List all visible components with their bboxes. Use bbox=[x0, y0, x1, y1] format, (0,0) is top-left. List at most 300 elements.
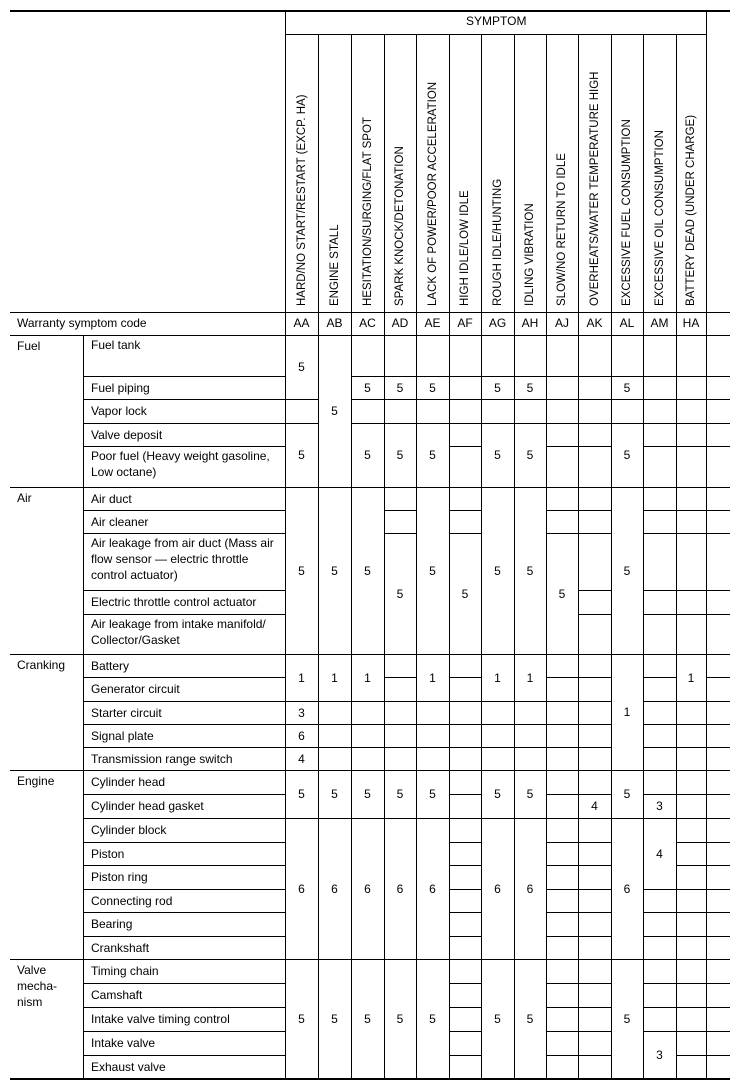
grid-line bbox=[676, 376, 706, 377]
grid-line bbox=[351, 1055, 352, 1078]
grid-line bbox=[449, 677, 450, 701]
grid-line bbox=[351, 614, 352, 654]
grid-line bbox=[546, 912, 578, 913]
grid-line bbox=[676, 423, 677, 446]
rating-value: 4 bbox=[591, 799, 598, 813]
grid-line bbox=[676, 794, 706, 795]
grid-line bbox=[546, 983, 547, 1007]
grid-line bbox=[449, 770, 450, 794]
warranty-code-label: Warranty symptom code bbox=[17, 316, 147, 330]
grid-line bbox=[706, 533, 730, 534]
grid-line bbox=[643, 533, 676, 534]
grid-line bbox=[578, 724, 579, 747]
grid-line bbox=[318, 983, 319, 1007]
grid-line bbox=[706, 399, 730, 400]
grid-line bbox=[578, 912, 611, 913]
rating-value: 5 bbox=[494, 1011, 501, 1026]
grid-line bbox=[351, 724, 384, 725]
grid-line bbox=[10, 770, 730, 771]
grid-line bbox=[449, 818, 481, 819]
grid-line bbox=[578, 983, 611, 984]
grid-line bbox=[676, 614, 706, 615]
rating-value: 3 bbox=[656, 799, 663, 813]
grid-line bbox=[449, 399, 481, 400]
grid-line bbox=[384, 724, 385, 747]
component-item: Timing chain bbox=[91, 964, 159, 978]
grid-line bbox=[546, 983, 578, 984]
grid-line bbox=[578, 423, 579, 446]
grid-line bbox=[351, 335, 352, 376]
grid-line bbox=[83, 376, 285, 377]
grid-line bbox=[449, 487, 450, 510]
grid-line bbox=[706, 842, 730, 843]
rating-value: 5 bbox=[429, 380, 436, 395]
grid-line bbox=[676, 983, 706, 984]
grid-line bbox=[611, 818, 643, 819]
grid-line bbox=[643, 983, 676, 984]
grid-line bbox=[449, 399, 450, 423]
rating-value: 5 bbox=[494, 563, 501, 578]
grid-line bbox=[546, 818, 547, 842]
grid-line bbox=[706, 446, 730, 447]
grid-line bbox=[546, 677, 547, 701]
grid-line bbox=[83, 842, 285, 843]
grid-line bbox=[643, 423, 644, 446]
grid-line bbox=[449, 983, 450, 1007]
grid-line bbox=[546, 34, 547, 335]
rating-value: 5 bbox=[623, 563, 631, 578]
grid-line bbox=[481, 936, 482, 959]
grid-line bbox=[676, 701, 706, 702]
grid-line bbox=[578, 959, 579, 983]
grid-line bbox=[83, 510, 285, 511]
rating-value: 6 bbox=[429, 881, 436, 896]
grid-line bbox=[546, 1031, 578, 1032]
grid-line bbox=[351, 818, 352, 842]
grid-line bbox=[611, 335, 612, 376]
rating-value: 5 bbox=[494, 448, 501, 462]
grid-line bbox=[706, 865, 730, 866]
component-item: Poor fuel (Heavy weight gasoline, Low octane) bbox=[91, 449, 270, 479]
grid-line bbox=[514, 724, 515, 747]
grid-line bbox=[514, 533, 515, 590]
symptom-header: HIGH IDLE/LOW IDLE bbox=[459, 190, 471, 306]
rating-value: 4 bbox=[656, 846, 663, 861]
component-item: Air leakage from intake manifold/ Collector/Gasket bbox=[91, 617, 266, 647]
rating-value: 3 bbox=[298, 705, 305, 720]
grid-line bbox=[676, 510, 706, 511]
grid-line bbox=[676, 590, 677, 614]
grid-line bbox=[611, 590, 612, 614]
grid-line bbox=[416, 614, 417, 654]
grid-line bbox=[351, 912, 352, 936]
grid-line bbox=[514, 747, 546, 748]
grid-line bbox=[10, 335, 730, 336]
rating-value: 1 bbox=[494, 670, 501, 685]
grid-line bbox=[676, 1007, 706, 1008]
grid-line bbox=[706, 423, 730, 424]
grid-line bbox=[83, 747, 285, 748]
grid-line bbox=[578, 1055, 579, 1078]
symptom-header: IDLING VIBRATION bbox=[524, 203, 536, 306]
rating-value: 5 bbox=[526, 563, 534, 578]
grid-line bbox=[706, 376, 730, 377]
grid-line bbox=[578, 510, 611, 511]
grid-line bbox=[83, 983, 285, 984]
grid-line bbox=[449, 912, 481, 913]
rating-value: 5 bbox=[623, 787, 631, 801]
grid-line bbox=[643, 770, 644, 794]
warranty-code: AL bbox=[619, 316, 635, 330]
grid-line bbox=[83, 818, 285, 819]
grid-line bbox=[546, 1055, 578, 1056]
grid-line bbox=[546, 936, 547, 959]
grid-line bbox=[578, 701, 611, 702]
grid-line bbox=[384, 818, 416, 819]
grid-line bbox=[546, 1055, 547, 1078]
rating-value: 6 bbox=[494, 881, 501, 896]
rating-value: 4 bbox=[298, 751, 305, 766]
symptom-header: HARD/NO START/RESTART (EXCP. HA) bbox=[295, 94, 308, 306]
grid-line bbox=[546, 376, 578, 377]
grid-line bbox=[676, 399, 706, 400]
grid-line bbox=[706, 724, 730, 725]
rating-value: 5 bbox=[623, 1011, 631, 1026]
grid-line bbox=[351, 701, 352, 724]
grid-line bbox=[643, 614, 676, 615]
grid-line bbox=[449, 446, 450, 487]
grid-line bbox=[578, 446, 611, 447]
warranty-code: HA bbox=[682, 316, 700, 330]
grid-line bbox=[318, 959, 319, 983]
grid-line bbox=[449, 959, 450, 983]
component-item: Signal plate bbox=[91, 728, 154, 743]
grid-line bbox=[10, 654, 730, 655]
grid-line bbox=[449, 1031, 450, 1055]
rating-value: 5 bbox=[396, 586, 404, 601]
grid-line bbox=[546, 701, 547, 724]
grid-line bbox=[351, 747, 352, 770]
warranty-code: AB bbox=[326, 316, 343, 330]
grid-line bbox=[83, 399, 285, 400]
grid-line bbox=[676, 1055, 677, 1078]
rating-value: 5 bbox=[396, 448, 404, 462]
rating-value: 5 bbox=[298, 563, 305, 578]
rating-value: 5 bbox=[331, 563, 338, 578]
rating-value: 1 bbox=[623, 705, 631, 719]
grid-line bbox=[676, 770, 677, 794]
grid-line bbox=[643, 423, 676, 424]
grid-line bbox=[318, 335, 319, 376]
grid-line bbox=[578, 533, 611, 534]
rating-value: 1 bbox=[364, 670, 371, 685]
rating-value: 6 bbox=[623, 881, 631, 896]
grid-line bbox=[514, 842, 515, 865]
grid-line bbox=[83, 701, 285, 702]
rating-value: 5 bbox=[526, 380, 534, 395]
grid-line bbox=[514, 959, 515, 983]
grid-line bbox=[384, 983, 385, 1007]
grid-line bbox=[318, 842, 319, 865]
grid-line bbox=[611, 818, 612, 842]
grid-line bbox=[449, 936, 450, 959]
grid-line bbox=[546, 912, 547, 936]
grid-line bbox=[351, 590, 352, 614]
grid-line bbox=[578, 376, 579, 399]
grid-line bbox=[351, 533, 352, 590]
grid-line bbox=[706, 1055, 730, 1056]
component-item: Air cleaner bbox=[91, 514, 149, 529]
grid-line bbox=[384, 1031, 385, 1055]
grid-line bbox=[449, 614, 450, 654]
grid-line bbox=[384, 654, 385, 677]
grid-line bbox=[546, 1031, 547, 1055]
grid-line bbox=[481, 959, 482, 983]
grid-line bbox=[449, 889, 481, 890]
grid-line bbox=[546, 889, 547, 912]
warranty-code: AF bbox=[457, 316, 473, 330]
grid-line bbox=[449, 1055, 450, 1078]
grid-line bbox=[514, 818, 515, 842]
grid-line bbox=[514, 376, 546, 377]
grid-line bbox=[676, 533, 677, 590]
grid-line bbox=[384, 533, 385, 590]
grid-line bbox=[416, 983, 417, 1007]
grid-line bbox=[10, 487, 730, 488]
grid-line bbox=[384, 34, 385, 335]
rating-value: 5 bbox=[623, 380, 631, 395]
grid-line bbox=[706, 510, 730, 511]
component-item: Bearing bbox=[91, 917, 133, 931]
rating-value: 5 bbox=[331, 404, 338, 418]
grid-line bbox=[318, 510, 319, 533]
grid-line bbox=[351, 423, 384, 424]
grid-line bbox=[481, 34, 482, 335]
grid-line bbox=[10, 312, 730, 313]
grid-line bbox=[643, 889, 644, 912]
grid-line bbox=[546, 724, 578, 725]
grid-line bbox=[643, 865, 644, 889]
system-group-label: Cranking bbox=[17, 658, 66, 672]
symptom-header: ENGINE STALL bbox=[328, 224, 341, 306]
symptom-header: LACK OF POWER/POOR ACCELERATION bbox=[426, 81, 439, 306]
grid-line bbox=[676, 1031, 677, 1055]
grid-line bbox=[643, 510, 644, 533]
grid-line bbox=[546, 446, 578, 447]
grid-line bbox=[481, 724, 482, 747]
symptom-header: BATTERY DEAD (UNDER CHARGE) bbox=[685, 114, 697, 306]
grid-line bbox=[611, 677, 612, 701]
grid-line bbox=[643, 818, 676, 819]
grid-line bbox=[546, 724, 547, 747]
grid-line bbox=[611, 423, 612, 446]
grid-line bbox=[481, 724, 514, 725]
grid-line bbox=[546, 376, 547, 399]
grid-line bbox=[318, 747, 351, 748]
grid-line bbox=[643, 590, 644, 614]
grid-line bbox=[643, 533, 644, 590]
grid-line bbox=[384, 533, 416, 534]
grid-line bbox=[449, 701, 481, 702]
grid-line bbox=[481, 399, 482, 423]
grid-line bbox=[449, 936, 481, 937]
grid-line bbox=[578, 842, 611, 843]
grid-line bbox=[676, 842, 706, 843]
grid-line bbox=[578, 399, 611, 400]
grid-line bbox=[546, 423, 547, 446]
grid-line bbox=[578, 590, 611, 591]
grid-line bbox=[706, 701, 730, 702]
symptom-header: EXCESSIVE OIL CONSUMPTION bbox=[653, 130, 666, 306]
grid-line bbox=[546, 487, 547, 510]
rating-value: 6 bbox=[364, 881, 371, 896]
grid-line bbox=[318, 936, 319, 959]
grid-line bbox=[384, 423, 385, 446]
grid-line bbox=[449, 794, 450, 818]
grid-line bbox=[514, 701, 515, 724]
grid-line bbox=[449, 865, 481, 866]
grid-line bbox=[578, 1007, 579, 1031]
grid-line bbox=[578, 446, 579, 487]
grid-line bbox=[643, 701, 676, 702]
grid-line bbox=[514, 487, 515, 510]
grid-line bbox=[318, 34, 319, 335]
grid-line bbox=[514, 747, 515, 770]
grid-line bbox=[643, 936, 644, 959]
grid-line bbox=[643, 335, 644, 376]
grid-line bbox=[578, 487, 579, 510]
rating-value: 6 bbox=[526, 881, 534, 896]
grid-line bbox=[676, 446, 677, 487]
grid-line bbox=[318, 747, 319, 770]
grid-line bbox=[643, 677, 676, 678]
grid-line bbox=[676, 865, 706, 866]
grid-line bbox=[83, 912, 285, 913]
grid-line bbox=[285, 701, 318, 702]
grid-line bbox=[318, 1055, 319, 1078]
grid-line bbox=[449, 747, 450, 770]
grid-line bbox=[578, 510, 579, 533]
grid-line bbox=[578, 34, 579, 335]
grid-line bbox=[546, 865, 547, 889]
grid-line bbox=[318, 912, 319, 936]
grid-line bbox=[481, 614, 482, 654]
grid-line bbox=[706, 983, 730, 984]
grid-line bbox=[285, 10, 286, 1078]
grid-line bbox=[449, 889, 450, 912]
rating-value: 1 bbox=[331, 670, 338, 685]
grid-line bbox=[449, 747, 481, 748]
grid-line bbox=[384, 842, 385, 865]
grid-line bbox=[643, 1007, 644, 1031]
grid-line bbox=[449, 818, 450, 842]
grid-line bbox=[578, 677, 579, 701]
grid-line bbox=[643, 446, 644, 487]
grid-line bbox=[514, 399, 515, 423]
grid-line bbox=[384, 936, 385, 959]
grid-line bbox=[449, 1007, 481, 1008]
grid-line bbox=[83, 614, 285, 615]
grid-line bbox=[318, 724, 319, 747]
grid-line bbox=[481, 487, 482, 510]
grid-line bbox=[384, 335, 385, 376]
grid-line bbox=[611, 912, 612, 936]
grid-line bbox=[416, 533, 417, 590]
rating-value: 5 bbox=[429, 563, 436, 578]
grid-line bbox=[481, 376, 514, 377]
component-item: Exhaust valve bbox=[91, 1059, 166, 1074]
grid-line bbox=[578, 747, 611, 748]
grid-line bbox=[676, 614, 677, 654]
grid-line bbox=[449, 654, 450, 677]
grid-line bbox=[449, 533, 450, 590]
grid-line bbox=[449, 34, 450, 335]
grid-line bbox=[578, 1031, 579, 1055]
symptom-group-header: SYMPTOM bbox=[466, 14, 527, 28]
grid-line bbox=[611, 1055, 612, 1078]
grid-line bbox=[514, 614, 515, 654]
grid-line bbox=[578, 770, 579, 794]
grid-line bbox=[449, 533, 481, 534]
grid-line bbox=[611, 724, 612, 747]
grid-line bbox=[481, 912, 482, 936]
rating-value: 5 bbox=[331, 1011, 338, 1026]
grid-line bbox=[83, 794, 285, 795]
rating-value: 6 bbox=[298, 881, 305, 896]
grid-line bbox=[384, 912, 385, 936]
grid-line bbox=[416, 34, 417, 335]
grid-line bbox=[83, 1031, 285, 1032]
rating-value: 3 bbox=[656, 1047, 663, 1062]
grid-line bbox=[514, 983, 515, 1007]
grid-line bbox=[384, 818, 385, 842]
grid-line bbox=[449, 794, 481, 795]
grid-line bbox=[285, 399, 318, 400]
component-item: Intake valve timing control bbox=[91, 1012, 230, 1026]
grid-line bbox=[10, 10, 730, 12]
grid-line bbox=[676, 912, 677, 936]
component-item: Fuel piping bbox=[91, 380, 150, 395]
grid-line bbox=[481, 983, 482, 1007]
grid-line bbox=[449, 701, 450, 724]
grid-line bbox=[83, 446, 285, 447]
grid-line bbox=[481, 590, 482, 614]
grid-line bbox=[611, 983, 612, 1007]
grid-line bbox=[706, 677, 730, 678]
grid-line bbox=[449, 677, 481, 678]
rating-value: 5 bbox=[298, 360, 305, 374]
grid-line bbox=[384, 724, 416, 725]
grid-line bbox=[449, 842, 481, 843]
symptom-header: SLOW/NO RETURN TO IDLE bbox=[556, 153, 568, 306]
grid-line bbox=[384, 701, 416, 702]
component-item: Cylinder block bbox=[91, 823, 167, 837]
grid-line bbox=[449, 510, 481, 511]
symptom-header: HESITATION/SURGING/FLAT SPOT bbox=[361, 117, 374, 306]
grid-line bbox=[546, 936, 578, 937]
component-item: Air duct bbox=[91, 491, 132, 506]
grid-line bbox=[481, 423, 482, 446]
grid-line bbox=[351, 487, 352, 510]
grid-line bbox=[449, 842, 450, 865]
grid-line bbox=[384, 677, 385, 701]
grid-line bbox=[676, 842, 677, 865]
grid-line bbox=[384, 959, 385, 983]
grid-line bbox=[481, 335, 482, 376]
grid-line bbox=[611, 614, 612, 654]
grid-line bbox=[416, 818, 449, 819]
rating-value: 5 bbox=[396, 787, 404, 801]
